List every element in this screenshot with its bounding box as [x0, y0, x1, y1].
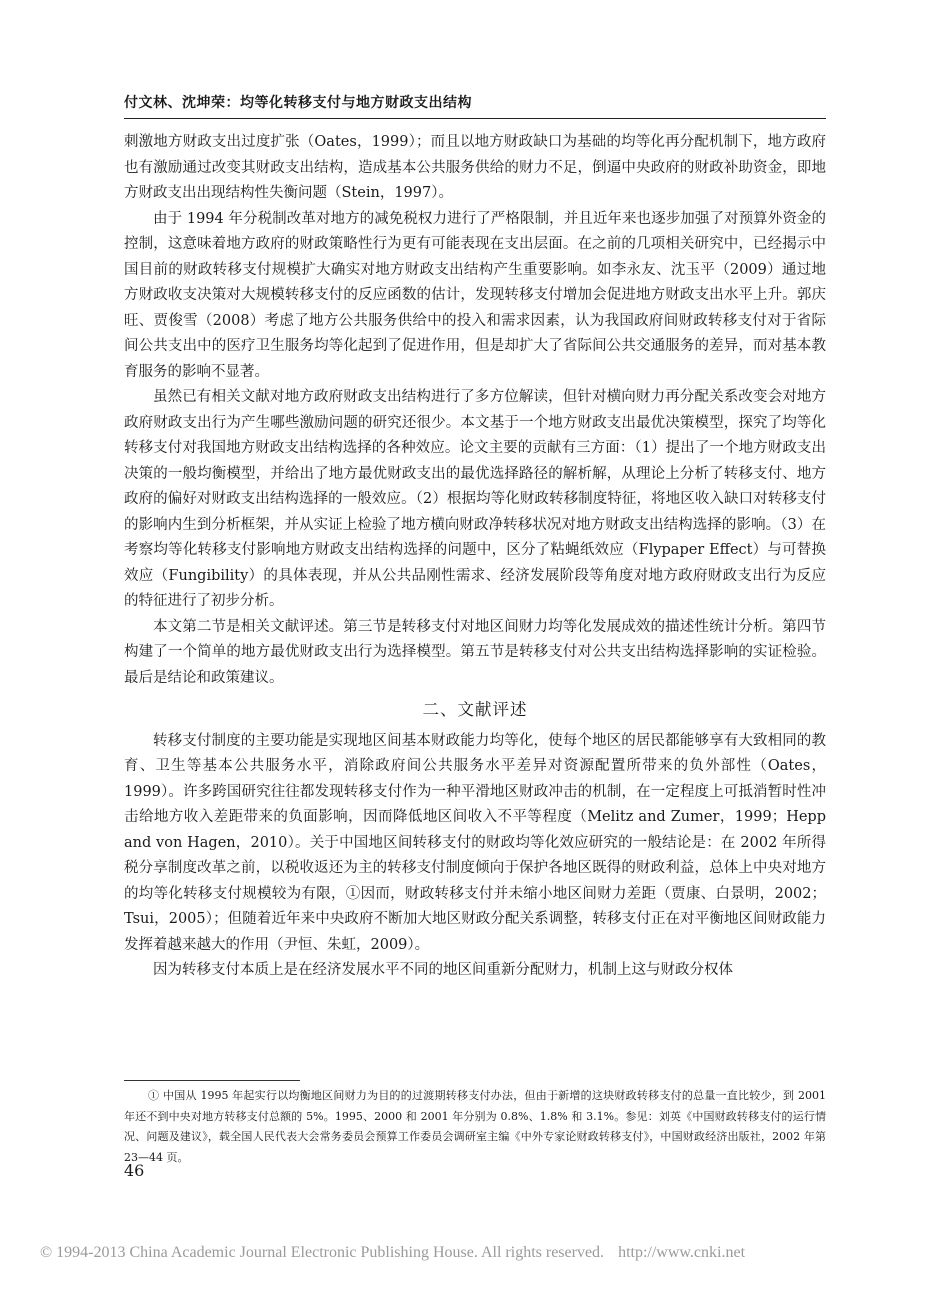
paragraph: 转移支付制度的主要功能是实现地区间基本财政能力均等化，使每个地区的居民都能够享有大致相同的教育、卫生等基本公共服务水平，消除政府间公共服务水平差异对资源配置所带来的负外部性（Oates，1999）。许多跨国研究往往都发现转移支付作为一种平滑地区财政冲击的机制，在一定程度上可抵消暂时性冲击给地方收入差距带来的负面影响，因而降低地区间收入不平等程度（Melitz and Zumer，1999；Hepp and von Hagen，2010）。关于中国地区间转移支付的财政均等化效应研究的一般结论是：在 2002 年所得税分享制度改革之前，以税收返还为主的转移支付制度倾向于保护各地区既得的财政利益，总体上中央对地方的均等化转移支付规模较为有限，①因而，财政转移支付并未缩小地区间财力差距（贾康、白景明，2002；Tsui，2005）；但随着近年来中央政府不断加大地区财政分配关系调整，转移支付正在对平衡地区间财政能力发挥着越来越大的作用（尹恒、朱虹，2009）。 [124, 732, 826, 953]
paragraph: 本文第二节是相关文献评述。第三节是转移支付对地区间财力均等化发展成效的描述性统计分析。第四节构建了一个简单的地方最优财政支出行为选择模型。第五节是转移支付对公共支出结构选择影响的实证检验。最后是结论和政策建议。 [124, 618, 826, 686]
header-rule [124, 118, 826, 119]
paragraph: 由于 1994 年分税制改革对地方的减免税权力进行了严格限制，并且近年来也逐步加强了对预算外资金的控制，这意味着地方政府的财政策略性行为更有可能表现在支出层面。在之前的几项相关研究中，已经揭示中国目前的财政转移支付规模扩大确实对地方财政支出结构产生重要影响。如李永友、沈玉平（2009）通过地方财政收支决策对大规模转移支付的反应函数的估计，发现转移支付增加会促进地方财政支出水平上升。郭庆旺、贾俊雪（2008）考虑了地方公共服务供给中的投入和需求因素，认为我国政府间财政转移支付对于省际间公共支出中的医疗卫生服务均等化起到了促进作用，但是却扩大了省际间公共交通服务的差异，而对基本教育服务的影响不显著。 [124, 210, 826, 380]
copyright-url[interactable]: http://www.cnki.net [618, 1244, 746, 1261]
paragraph: 虽然已有相关文献对地方政府财政支出结构进行了多方位解读，但针对横向财力再分配关系改变会对地方政府财政支出行为产生哪些激励问题的研究还很少。本文基于一个地方财政支出最优决策模型，探究了均等化转移支付对我国地方财政支出结构选择的各种效应。论文主要的贡献有三方面：（1）提出了一个地方财政支出决策的一般均衡模型，并给出了地方最优财政支出的最优选择路径的解析解，从理论上分析了转移支付、地方政府的偏好对财政支出结构选择的一般效应。（2）根据均等化财政转移制度特征，将地区收入缺口对转移支付的影响内生到分析框架，并从实证上检验了地方横向财政净转移状况对地方财政支出结构选择的影响。（3）在考察均等化转移支付影响地方财政支出结构选择的问题中，区分了粘蝇纸效应（Flypaper Effect）与可替换效应（Fungibility）的具体表现，并从公共品刚性需求、经济发展阶段等角度对地方政府财政支出行为反应的特征进行了初步分析。 [124, 389, 826, 609]
running-head: 付文林、沈坤荣：均等化转移支付与地方财政支出结构 [124, 95, 472, 111]
footnote-rule [124, 1080, 300, 1081]
footnote-text: ① 中国从 1995 年起实行以均衡地区间财力为目的的过渡期转移支付办法，但由于新增的这块财政转移支付的总量一直比较少，到 2001 年还不到中央对地方转移支付总额的 5%。1995、2000 和 2001 年分别为 0.8%、1.8% 和 3.1%。参见：刘英《中国财政转移支付的运行情况、问题及建议》，载全国人民代表大会常务委员会预算工作委员会调研室主编《中外专家论财政转移支付》，中国财政经济出版社，2002 年第 23—44 页。 [124, 1089, 826, 1164]
copyright-text: © 1994-2013 China Academic Journal Electronic Publishing House. All rights reserved. [40, 1244, 605, 1261]
copyright-watermark [40, 1244, 920, 1262]
main-text [124, 130, 826, 984]
paragraph: 因为转移支付本质上是在经济发展水平不同的地区间重新分配财力，机制上这与财政分权体 [153, 962, 733, 978]
page-number: 46 [124, 1161, 145, 1180]
section-title: 二、文献评述 [422, 700, 528, 719]
footnote [124, 1086, 826, 1168]
paragraph-continued: 刺激地方财政支出过度扩张（Oates，1999）；而且以地方财政缺口为基础的均等化再分配机制下，地方政府也有激励通过改变其财政支出结构，造成基本公共服务供给的财力不足，倒逼中央政府的财政补助资金，即地方财政支出出现结构性失衡问题（Stein，1997）。 [124, 134, 826, 201]
